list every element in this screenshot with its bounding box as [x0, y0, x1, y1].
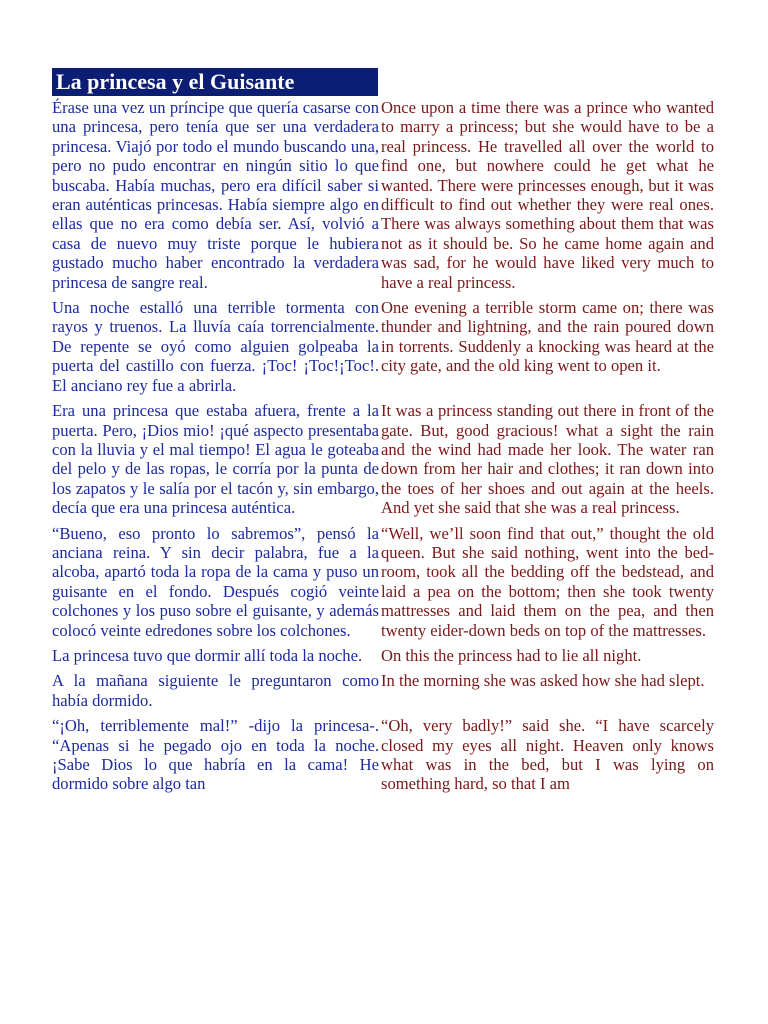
paragraph-row	[52, 298, 714, 401]
spanish-paragraph: Érase una vez un príncipe que quería casarse con una princesa, pero tenía que ser una verdadera princesa. Viajó por todo el mundo buscando una, pero no pudo encontrar en ningún sitio lo que buscaba. Había muchas, pero era difícil saber si eran auténticas princesas. Había siempre algo en ellas que no era como debía ser. Así, volvió a casa de nuevo muy triste porque le hubiera gustado mucho haber encontrado la verdadera princesa de sangre real.	[52, 98, 379, 292]
english-paragraph: “Oh, very badly!” said she. “I have scarcely closed my eyes all night. Heaven only knows what was in the bed, but I was lying on something hard, so that I am	[381, 716, 714, 794]
english-paragraph: It was a princess standing out there in front of the gate. But, good gracious! what a sight the rain and the wind had made her look. The water ran down from her hair and clothes; it ran down into the toes of her shoes and out again at the heels. And yet she said that she was a real princess.	[381, 401, 714, 518]
paragraph-row	[52, 98, 714, 298]
paragraph-row	[52, 524, 714, 646]
english-paragraph: “Well, we’ll soon find that out,” thought the old queen. But she said nothing, went into the bed-room, took all the bedding off the bedstead, and laid a pea on the bottom; then she took twenty mattresses and laid them on the pea, and then twenty eider-down beds on top of the mattresses.	[381, 523, 714, 640]
document-title: La princesa y el Guisante	[52, 68, 378, 96]
spanish-paragraph: La princesa tuvo que dormir allí toda la noche.	[52, 645, 363, 665]
bilingual-text-table	[52, 98, 714, 800]
document-page	[52, 68, 714, 800]
spanish-paragraph: “Bueno, eso pronto lo sabremos”, pensó la anciana reina. Y sin decir palabra, fue a la alcoba, apartó toda la ropa de la cama y puso un guisante en el fondo. Después cogió veinte colchones y los puso sobre el guisante, y además colocó veinte edredones sobre los colchones.	[52, 523, 379, 640]
spanish-paragraph: “¡Oh, terriblemente mal!” -dijo la princesa-. “Apenas si he pegado ojo en toda la noche. ¡Sabe Dios lo que habría en la cama! He dormido sobre algo tan	[52, 716, 379, 794]
paragraph-row	[52, 671, 714, 716]
english-paragraph: On this the princess had to lie all night.	[381, 645, 642, 665]
paragraph-row	[52, 401, 714, 523]
spanish-paragraph: Una noche estalló una terrible tormenta con rayos y truenos. La lluvía caía torrencialmente. De repente se oyó como alguien golpeaba la puerta del castillo con fuerza. ¡Toc! ¡Toc!¡Toc!. El anciano rey fue a abrirla.	[52, 298, 379, 395]
paragraph-row	[52, 716, 714, 800]
english-paragraph: In the morning she was asked how she had slept.	[381, 671, 705, 691]
spanish-paragraph: A la mañana siguiente le preguntaron como había dormido.	[52, 671, 379, 710]
paragraph-row	[52, 646, 714, 671]
english-paragraph: Once upon a time there was a prince who wanted to marry a princess; but she would have to be a real princess. He travelled all over the world to find one, but nowhere could he get what he wanted. There were princesses enough, but it was difficult to find out whether they were real ones. There was always something about them that was not as it should be. So he came home again and was sad, for he would have liked very much to have a real princess.	[381, 98, 714, 292]
english-paragraph: One evening a terrible storm came on; there was thunder and lightning, and the rain poured down in torrents. Suddenly a knocking was heard at the city gate, and the old king went to open it.	[381, 298, 714, 376]
spanish-paragraph: Era una princesa que estaba afuera, frente a la puerta. Pero, ¡Dios mio! ¡qué aspecto presentaba con la lluvia y el mal tiempo! El agua le goteaba del pelo y de las ropas, le corría por la punta de los zapatos y le salía por el tacón y, sin embargo, decía que era una princesa auténtica.	[52, 401, 379, 518]
